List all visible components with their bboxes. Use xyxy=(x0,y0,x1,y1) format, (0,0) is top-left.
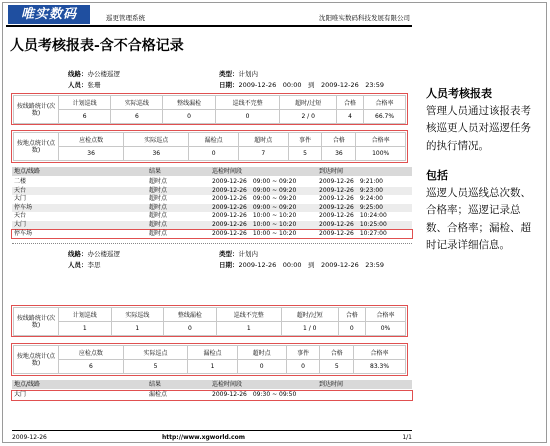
header-divider xyxy=(6,25,412,27)
row-window: 2009-12-26 10:00 ~ 10:20 xyxy=(212,221,297,228)
stat-header: 巡线不完整 xyxy=(216,308,281,322)
stat-value: 1 xyxy=(59,322,112,336)
stat-value: 36 xyxy=(59,147,124,161)
stat-header: 应检点数 xyxy=(59,346,124,360)
row-arrival: 2009-12-26 10:27:00 xyxy=(319,229,387,237)
date-from: 2009-12-26 00:00 xyxy=(238,261,302,269)
person-field xyxy=(68,80,101,89)
stat-header: 超时点 xyxy=(237,346,286,360)
row-window: 2009-12-26 09:00 ~ 09:20 xyxy=(212,186,297,194)
person-label: 人员： xyxy=(68,261,88,269)
footer-date: 2009-12-26 xyxy=(12,434,47,441)
stat-value: 100% xyxy=(356,147,406,161)
report-page xyxy=(6,5,412,441)
row-result: 超时点 xyxy=(149,203,168,211)
includes-heading: 包括 xyxy=(426,169,448,182)
table-row xyxy=(12,204,412,213)
stat-header: 整线漏检 xyxy=(163,96,215,110)
date-label: 日期： xyxy=(219,81,239,89)
row-arrival: 2009-12-26 9:21:00 xyxy=(319,178,383,185)
row-location: 大门 xyxy=(14,221,27,228)
person-label: 人员： xyxy=(68,81,88,89)
stat-header: 实际巡点 xyxy=(123,346,188,360)
stat-header: 漏检点 xyxy=(188,346,237,360)
stat-value: 0 xyxy=(286,360,320,374)
route-value: 办公楼巡逻 xyxy=(87,250,120,258)
date-to-word: 到 xyxy=(308,81,315,89)
type-value: 计划内 xyxy=(238,70,258,78)
stat-header: 漏检点 xyxy=(189,133,239,147)
col-time-window: 巡检时间段 xyxy=(212,168,243,175)
table-row xyxy=(12,178,412,187)
row-arrival: 2009-12-26 10:25:00 xyxy=(319,221,387,228)
stat-header: 合格 xyxy=(322,133,356,147)
stat-value: 5 xyxy=(288,147,322,161)
stat-value: 0% xyxy=(366,322,406,336)
stat-value: 1 xyxy=(188,360,237,374)
row-arrival: 2009-12-26 9:24:00 xyxy=(319,195,383,203)
description-text: 管理人员通过该报表考核巡更人员对巡逻任务的执行情况。 xyxy=(426,104,531,152)
row-window: 2009-12-26 09:00 ~ 09:20 xyxy=(212,203,297,211)
stat-header: 实际巡线 xyxy=(111,96,163,110)
date-field xyxy=(219,260,384,269)
description-panel xyxy=(426,85,538,255)
stat-header: 超时/过短 xyxy=(280,96,336,110)
stat-value: 6 xyxy=(111,110,163,124)
stat-value: 0 xyxy=(164,322,217,336)
type-field xyxy=(219,69,258,78)
route-label: 线路： xyxy=(68,250,88,258)
stat-value: 5 xyxy=(320,360,354,374)
table-row xyxy=(12,195,412,204)
record-separator xyxy=(12,243,412,244)
stat-value: 7 xyxy=(238,147,288,161)
stat-header: 应检点数 xyxy=(59,133,124,147)
row-result: 超时点 xyxy=(149,212,168,220)
stat-value: 2 / 0 xyxy=(280,110,336,124)
stat-value: 1 xyxy=(111,322,164,336)
row-result: 超时点 xyxy=(149,195,168,203)
col-location: 地点/线路 xyxy=(14,168,41,175)
row-location: 天台 xyxy=(14,212,27,220)
row-location: 停车场 xyxy=(14,229,33,237)
point-stats-label: 按地点统计(点数) xyxy=(14,133,59,161)
row-window: 2009-12-26 10:00 ~ 10:20 xyxy=(212,229,297,237)
report-title: 人员考核报表-含不合格记录 xyxy=(10,38,184,54)
stat-value: 36 xyxy=(322,147,356,161)
stat-header: 计划巡线 xyxy=(59,308,112,322)
type-field xyxy=(219,249,258,258)
person-value: 张珊 xyxy=(87,81,101,89)
stat-header: 事件 xyxy=(286,346,320,360)
stat-header: 超时/过短 xyxy=(281,308,338,322)
stat-header: 超时点 xyxy=(238,133,288,147)
stat-header: 计划巡线 xyxy=(59,96,111,110)
date-to: 2009-12-26 23:59 xyxy=(321,261,385,269)
stat-value: 1 / 0 xyxy=(281,322,338,336)
row-window: 2009-12-26 09:30 ~ 09:50 xyxy=(212,391,297,398)
col-location: 地点/线路 xyxy=(14,381,41,388)
col-result: 结果 xyxy=(149,381,162,388)
stat-header: 合格率 xyxy=(366,308,406,322)
row-window: 2009-12-26 10:00 ~ 10:20 xyxy=(212,212,297,220)
table-row xyxy=(12,187,412,196)
stat-value: 0 xyxy=(237,360,286,374)
footer-page-number: 1/1 xyxy=(402,434,412,441)
stat-value: 5 xyxy=(123,360,188,374)
stat-header: 实际巡线 xyxy=(111,308,164,322)
stat-header: 实际巡点 xyxy=(124,133,189,147)
stat-value: 83.3% xyxy=(354,360,406,374)
company-name: 沈阳唯实数码科技发展有限公司 xyxy=(319,14,410,22)
stat-value: 0 xyxy=(215,110,280,124)
stat-header: 合格率 xyxy=(356,133,406,147)
page-footer xyxy=(12,430,412,444)
route-value: 办公楼巡逻 xyxy=(87,70,120,78)
row-location: 二楼 xyxy=(14,178,27,185)
date-label: 日期： xyxy=(219,261,239,269)
includes-text: 巡逻人员巡线总次数、合格率；巡逻记录总数、合格率；漏检、超时记录详细信息。 xyxy=(426,186,531,251)
type-label: 类型： xyxy=(219,250,239,258)
description-heading: 人员考核报表 xyxy=(426,87,492,100)
detail-list-header xyxy=(12,380,412,389)
row-location: 大门 xyxy=(14,195,27,203)
stat-header: 合格 xyxy=(320,346,354,360)
stat-value: 0 xyxy=(189,147,239,161)
route-field xyxy=(68,249,120,258)
company-logo: 唯实数码 xyxy=(8,5,90,24)
date-to: 2009-12-26 23:59 xyxy=(321,81,385,89)
stat-header: 合格率 xyxy=(364,96,406,110)
row-arrival: 2009-12-26 9:23:00 xyxy=(319,186,383,194)
person-value: 李思 xyxy=(87,261,101,269)
col-result: 结果 xyxy=(149,168,162,175)
row-arrival: 2009-12-26 9:25:00 xyxy=(319,203,383,211)
stat-value: 6 xyxy=(59,360,124,374)
route-stats-label: 按线路统计(次数) xyxy=(14,308,59,336)
col-arrival: 到达时间 xyxy=(319,381,344,388)
stat-header: 合格 xyxy=(336,96,363,110)
footer-url[interactable]: http://www.xgworld.com xyxy=(162,434,245,441)
stat-header: 事件 xyxy=(288,133,322,147)
route-stats-label: 按线路统计(次数) xyxy=(14,96,59,124)
stat-value: 0 xyxy=(338,322,365,336)
table-row-highlighted xyxy=(12,230,412,239)
stat-header: 合格率 xyxy=(354,346,406,360)
route-field xyxy=(68,69,120,78)
point-stats-table xyxy=(13,345,406,374)
type-label: 类型： xyxy=(219,70,239,78)
row-location: 大门 xyxy=(14,391,27,398)
col-arrival: 到达时间 xyxy=(319,168,344,175)
table-row xyxy=(12,212,412,221)
route-label: 线路： xyxy=(68,70,88,78)
table-row xyxy=(12,221,412,230)
person-field xyxy=(68,260,101,269)
type-value: 计划内 xyxy=(238,250,258,258)
system-name: 巡更管理系统 xyxy=(106,14,145,22)
row-window: 2009-12-26 09:00 ~ 09:20 xyxy=(212,178,297,185)
row-arrival: 2009-12-26 10:24:00 xyxy=(319,212,387,220)
stat-header: 整线漏检 xyxy=(164,308,217,322)
row-result: 超时点 xyxy=(149,221,168,228)
row-result: 超时点 xyxy=(149,229,168,237)
date-from: 2009-12-26 00:00 xyxy=(238,81,302,89)
table-row-highlighted xyxy=(12,391,412,400)
stat-header: 合格 xyxy=(338,308,365,322)
date-field xyxy=(219,80,384,89)
stat-header: 巡线不完整 xyxy=(215,96,280,110)
route-stats-table xyxy=(13,95,406,124)
row-location: 天台 xyxy=(14,186,27,194)
row-location: 停车场 xyxy=(14,203,33,211)
row-result: 漏检点 xyxy=(149,391,168,398)
date-to-word: 到 xyxy=(308,261,315,269)
point-stats-table xyxy=(13,132,406,161)
stat-value: 66.7% xyxy=(364,110,406,124)
point-stats-label: 按地点统计(点数) xyxy=(14,346,59,374)
row-result: 超时点 xyxy=(149,186,168,194)
stat-value: 6 xyxy=(59,110,111,124)
stat-value: 36 xyxy=(124,147,189,161)
detail-list-header xyxy=(12,167,412,176)
row-result: 超时点 xyxy=(149,178,168,185)
route-stats-table xyxy=(13,307,406,336)
row-window: 2009-12-26 09:00 ~ 09:20 xyxy=(212,195,297,203)
stat-value: 0 xyxy=(163,110,215,124)
stat-value: 1 xyxy=(216,322,281,336)
stat-value: 4 xyxy=(336,110,363,124)
col-time-window: 巡检时间段 xyxy=(212,381,243,388)
